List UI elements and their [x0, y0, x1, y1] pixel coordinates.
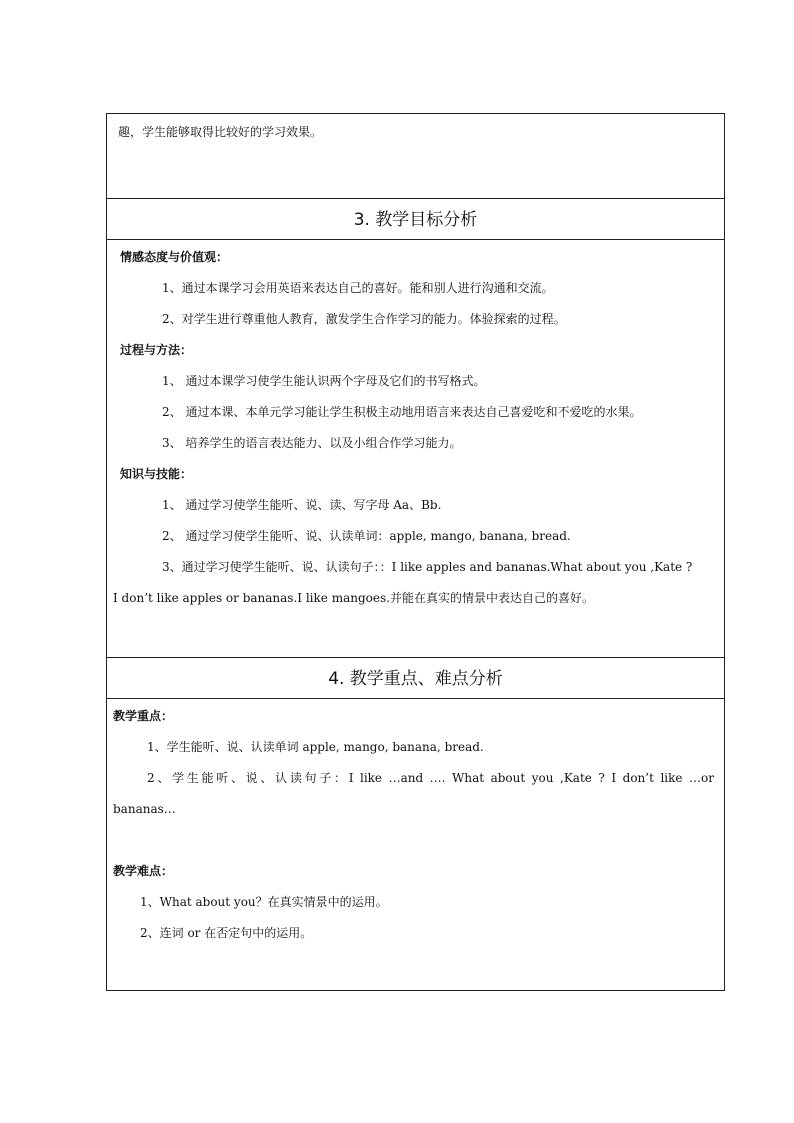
key-point-2-continuation: bananas…	[113, 802, 176, 816]
attitude-title: 情感态度与价值观：	[120, 250, 229, 264]
difficult-point-1: 1、What about you？在真实情景中的运用。	[140, 895, 388, 909]
process-item-3: 3、 培养学生的语言表达能力、以及小组合作学习能力。	[162, 436, 462, 450]
knowledge-title: 知识与技能：	[120, 467, 193, 481]
section4-body	[107, 698, 724, 990]
knowledge-item-1: 1、 通过学习使学生能听、说、读、写字母 Aa、Bb.	[162, 498, 442, 512]
process-title: 过程与方法：	[120, 343, 193, 357]
section4-heading-row	[107, 657, 724, 698]
prev-section-continuation-row	[107, 114, 724, 198]
knowledge-item-3-continuation: I don’t like apples or bananas.I like mangoes.并能在真实的情景中表达自己的喜好。	[113, 591, 594, 605]
section4-heading: 4. 教学重点、难点分析	[328, 669, 503, 689]
knowledge-item-3: 3、通过学习使学生能听、说、认读句子：：I like apples and bananas.What about you ,Kate ?	[162, 560, 693, 574]
section3-body	[107, 239, 724, 657]
attitude-item-1: 1、通过本课学习会用英语来表达自己的喜好。能和别人进行沟通和交流。	[162, 281, 554, 295]
attitude-item-2: 2、对学生进行尊重他人教育，激发学生合作学习的能力。体验探索的过程。	[162, 312, 566, 326]
lesson-plan-table	[106, 113, 725, 991]
key-points-title: 教学重点：	[113, 709, 174, 723]
key-point-1: 1、学生能听、说、认读单词 apple, mango, banana, bread.	[147, 740, 484, 754]
key-point-2: 2、学生能听、说、认读句子：I like …and …. What about you ,Kate ? I don’t like …or	[147, 771, 714, 785]
knowledge-item-2: 2、 通过学习使学生能听、说、认读单词：apple, mango, banana, bread.	[162, 529, 571, 543]
section3-heading: 3. 教学目标分析	[353, 210, 478, 230]
process-item-2: 2、 通过本课、本单元学习能让学生积极主动地用语言来表达自己喜爱吃和不爱吃的水果。	[162, 405, 642, 419]
difficult-points-title: 教学难点：	[113, 864, 174, 878]
difficult-point-2: 2、连词 or 在否定句中的运用。	[140, 926, 313, 940]
process-item-1: 1、 通过本课学习使学生能认识两个字母及它们的书写格式。	[162, 374, 486, 388]
section3-heading-row	[107, 198, 724, 239]
prev-section-text: 趣，学生能够取得比较好的学习效果。	[118, 125, 323, 139]
